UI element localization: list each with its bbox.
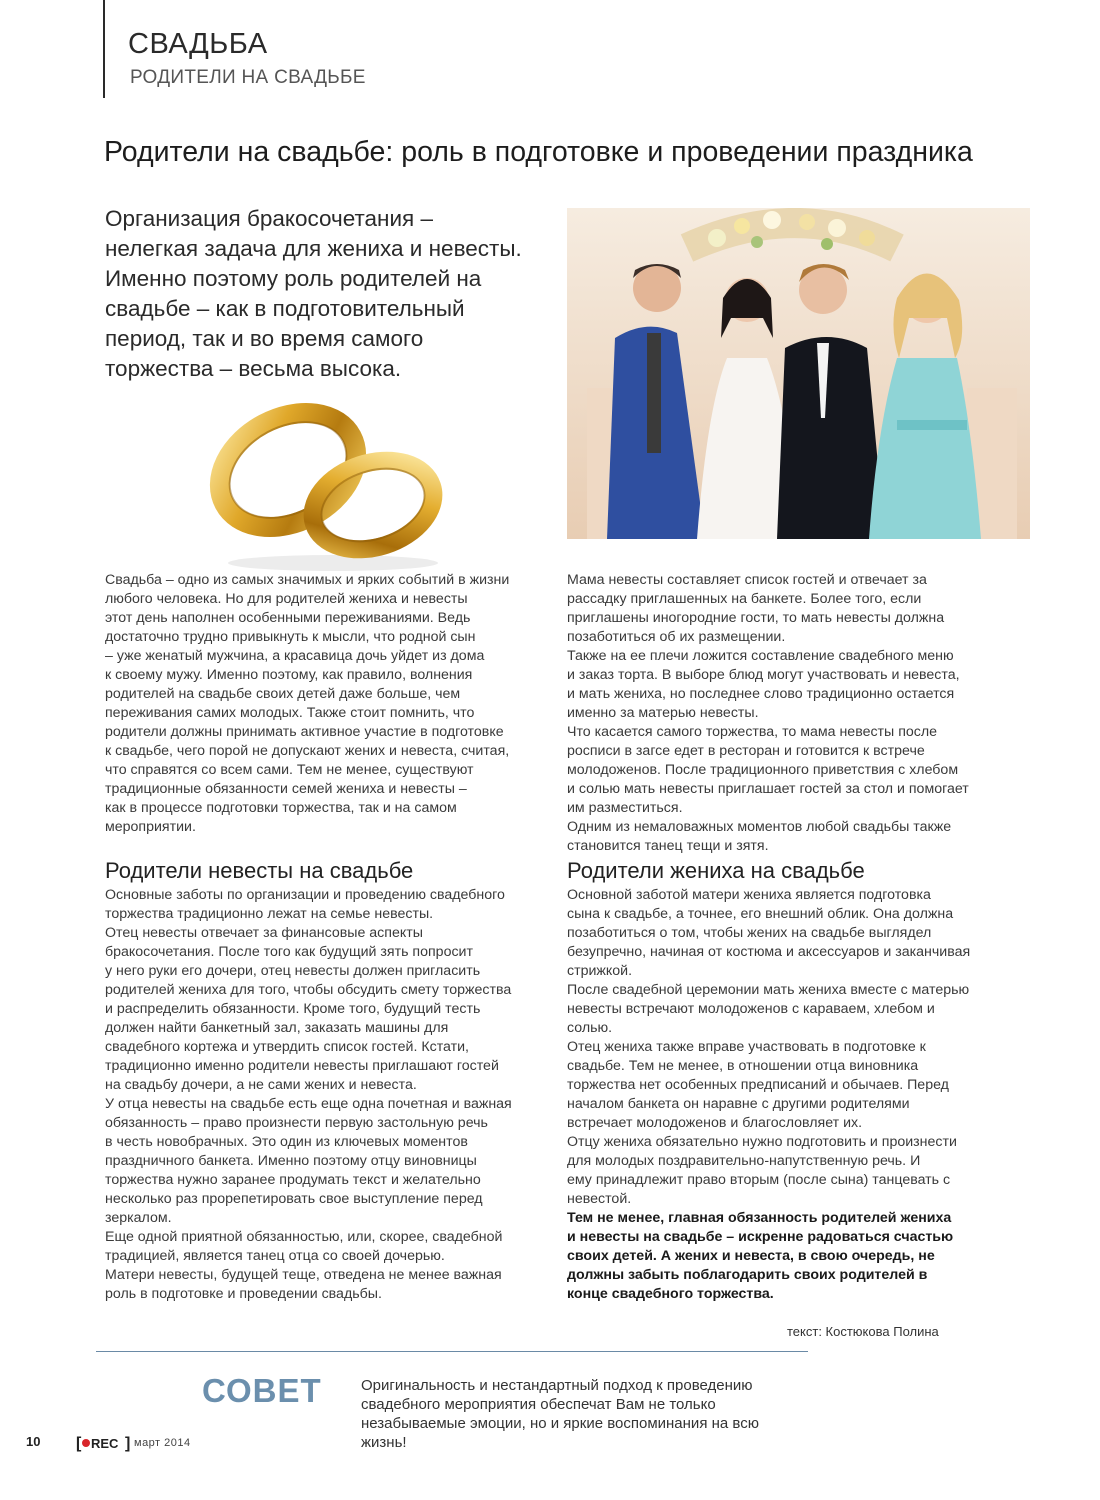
body-line: Отец жениха также вправе участвовать в подготовке к: [567, 1039, 926, 1055]
body-line: невестой.: [567, 1191, 632, 1207]
body-line: и солью мать невесты приглашает гостей за стол и помогает: [567, 781, 969, 797]
body-line: мероприятии.: [105, 819, 196, 835]
tip-label: СОВЕТ: [202, 1372, 322, 1409]
body-line: Основной заботой матери жениха является подготовка: [567, 887, 931, 903]
body-column-left-bottom: [105, 886, 550, 1304]
body-line: роль в подготовке и проведении свадьбы.: [105, 1286, 382, 1302]
body-line: должен найти банкетный зал, заказать машины для: [105, 1020, 449, 1036]
body-column-left-top: [105, 571, 550, 837]
body-line: что справятся со всем сами. Тем не менее, существуют: [105, 762, 474, 778]
subhead-groom-parents: Родители жениха на свадьбе: [567, 858, 865, 883]
body-column-right-top: [567, 571, 1012, 856]
body-line: на свадьбу дочери, а не сами жених и невеста.: [105, 1077, 417, 1093]
body-line: свадьбе. Тем не менее, в отношении отца виновника: [567, 1058, 919, 1074]
body-line: традиционно именно родители невесты приглашают гостей: [105, 1058, 499, 1074]
lead-line: Именно поэтому роль родителей на: [105, 266, 482, 291]
tip-line: незабываемые эмоции, но и яркие воспоминания на всю: [361, 1415, 759, 1432]
lead-line: нелегкая задача для жениха и невесты.: [105, 236, 522, 261]
body-line: именно за матерью невесты.: [567, 705, 759, 721]
body-line: переживания самих молодых. Также стоит помнить, что: [105, 705, 475, 721]
body-line: рассадку приглашенных на банкете. Более того, если: [567, 591, 922, 607]
body-line: им разместиться.: [567, 800, 683, 816]
body-line: свадебного кортежа и утвердить список гостей. Кстати,: [105, 1039, 469, 1055]
body-line: Мама невесты составляет список гостей и отвечает за: [567, 572, 927, 588]
magazine-logo: [76, 1433, 132, 1453]
body-line: После свадебной церемонии мать жениха вместе с матерью: [567, 982, 970, 998]
body-line: зеркалом.: [105, 1210, 172, 1226]
body-line: торжества нет особенных предписаний и обычаев. Перед: [567, 1077, 949, 1093]
lead-line: период, так и во время самого: [105, 326, 424, 351]
body-line: и мать жениха, но последнее слово традиционно остается: [567, 686, 955, 702]
body-line: Свадьба – одно из самых значимых и ярких событий в жизни: [105, 572, 510, 588]
tip-line: свадебного мероприятия обеспечат Вам не только: [361, 1396, 716, 1413]
subhead-bride-parents: Родители невесты на свадьбе: [105, 858, 414, 883]
body-line: Основные заботы по организации и проведению свадебного: [105, 887, 505, 903]
body-line: Матери невесты, будущей теще, отведена не менее важная: [105, 1267, 502, 1283]
body-line: стрижкой.: [567, 963, 633, 979]
issue-date: март 2014: [134, 1437, 191, 1449]
body-line: достаточно трудно привыкнуть к мысли, что родной сын: [105, 629, 476, 645]
body-line: позаботиться о том, чтобы жених на свадьбе выглядел: [567, 925, 932, 941]
body-line: торжества традиционно лежат на семье невесты.: [105, 906, 434, 922]
page-number: 10: [26, 1434, 41, 1449]
tip-line: Оригинальность и нестандартный подход к проведению: [361, 1377, 753, 1394]
body-column-right-bottom: [567, 886, 1012, 1304]
section-subtitle: РОДИТЕЛИ НА СВАДЬБЕ: [130, 67, 366, 88]
body-line: безупречно, начиная от костюма и аксессуаров и заканчивая: [567, 944, 971, 960]
body-line: этот день наполнен особенными переживаниями. Ведь: [105, 610, 471, 626]
section-title: СВАДЬБА: [128, 28, 268, 60]
body-line: приглашены иногородние гости, то мать невесты должна: [567, 610, 945, 626]
body-line: несколько раз прорепетировать свое выступление перед: [105, 1191, 483, 1207]
body-line: и распределить обязанности. Кроме того, будущий тесть: [105, 1001, 481, 1017]
body-line: родителей жениха для того, чтобы обсудить смету торжества: [105, 982, 512, 998]
body-line: солью.: [567, 1020, 613, 1036]
magazine-logo-text: REC: [91, 1436, 119, 1451]
body-line: родителей на свадьбе своих детей даже больше, чем: [105, 686, 461, 702]
conclusion-line: и невесты на свадьбе – искренне радоваться счастью: [567, 1229, 954, 1245]
body-line: Отец невесты отвечает за финансовые аспекты: [105, 925, 423, 941]
body-line: – уже женатый мужчина, а красавица дочь уйдет из дома: [105, 648, 485, 664]
conclusion-line: конце свадебного торжества.: [567, 1286, 774, 1302]
body-line: невесты встречают молодоженов с караваем, хлебом и: [567, 1001, 935, 1017]
lead-line: торжества – весьма высока.: [105, 356, 402, 381]
body-line: Что касается самого торжества, то мама невесты после: [567, 724, 938, 740]
section-marker-bar: [103, 0, 105, 98]
body-line: росписи в загсе едет в ресторан и готовится к встрече: [567, 743, 925, 759]
article-headline: Родители на свадьбе: роль в подготовке и проведении праздника: [104, 136, 973, 168]
tip-divider: [96, 1351, 808, 1352]
body-line: Еще одной приятной обязанностью, или, скорее, свадебной: [105, 1229, 503, 1245]
svg-text:]: ]: [125, 1435, 131, 1452]
conclusion-line: Тем не менее, главная обязанность родителей жениха: [567, 1210, 952, 1226]
body-line: У отца невесты на свадьбе есть еще одна почетная и важная: [105, 1096, 512, 1112]
body-line: сына к свадьбе, а точнее, его внешний облик. Она должна: [567, 906, 954, 922]
lead-line: свадьбе – как в подготовительный: [105, 296, 465, 321]
body-line: в честь новобрачных. Это один из ключевых моментов: [105, 1134, 468, 1150]
body-line: традицией, является танец отца со своей дочерью.: [105, 1248, 445, 1264]
body-line: началом банкета он наравне с другими родителями: [567, 1096, 910, 1112]
body-line: как в процессе подготовки торжества, так и на самом: [105, 800, 457, 816]
body-line: к свадьбе, чего порой не допускают жених и невеста, считая,: [105, 743, 510, 759]
lead-paragraph: [105, 204, 555, 384]
body-line: для молодых поздравительно-напутственную речь. И: [567, 1153, 921, 1169]
body-line: позаботиться об их размещении.: [567, 629, 786, 645]
conclusion-line: своих детей. А жених и невеста, в свою очередь, не: [567, 1248, 935, 1264]
body-line: и заказ торта. В выборе блюд могут участвовать и невеста,: [567, 667, 960, 683]
body-line: любого человека. Но для родителей жениха и невесты: [105, 591, 468, 607]
body-line: праздничного банкета. Именно поэтому отцу виновницы: [105, 1153, 477, 1169]
body-line: Одним из немаловажных моментов любой свадьбы также: [567, 819, 952, 835]
tip-line: жизнь!: [361, 1434, 407, 1451]
body-line: традиционные обязанности семей жениха и невесты –: [105, 781, 467, 797]
wedding-rings-image: [208, 385, 458, 575]
svg-text:[: [: [76, 1435, 82, 1452]
body-line: ему принадлежит право вторым (после сына) танцевать с: [567, 1172, 951, 1188]
body-line: торжества нужно заранее продумать текст и желательно: [105, 1172, 481, 1188]
body-line: у него руки его дочери, отец невесты должен пригласить: [105, 963, 481, 979]
body-line: Отцу жениха обязательно нужно подготовить и произнести: [567, 1134, 957, 1150]
tip-text: [361, 1376, 791, 1452]
body-line: обязанность – право произнести первую застольную речь: [105, 1115, 488, 1131]
lead-line: Организация бракосочетания –: [105, 206, 433, 231]
conclusion-line: должны забыть поблагодарить своих родителей в: [567, 1267, 928, 1283]
body-line: родители должны принимать активное участие в подготовке: [105, 724, 504, 740]
body-line: Также на ее плечи ложится составление свадебного меню: [567, 648, 954, 664]
body-line: молодоженов. После традиционного приветствия с хлебом: [567, 762, 959, 778]
body-line: бракосочетания. После того как будущий зять попросит: [105, 944, 473, 960]
body-line: становится танец тещи и зятя.: [567, 838, 769, 854]
family-wedding-photo: [567, 208, 1030, 539]
body-line: к своему мужу. Именно поэтому, как правило, волнения: [105, 667, 473, 683]
author-byline: текст: Костюкова Полина: [787, 1324, 939, 1339]
body-line: встречает молодоженов и благословляет их.: [567, 1115, 863, 1131]
